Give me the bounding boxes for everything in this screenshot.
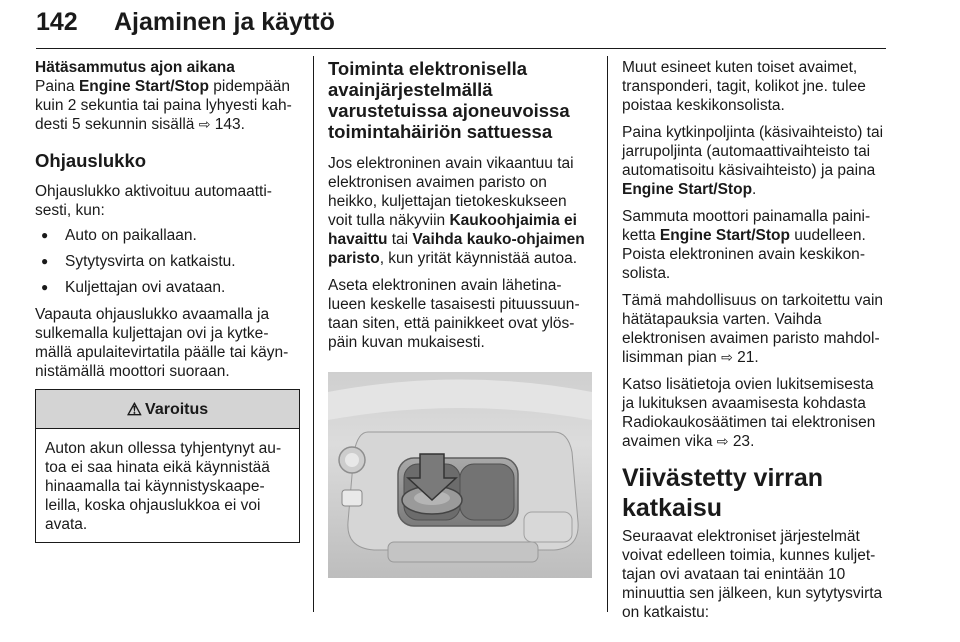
page-title: Ajaminen ja käyttö xyxy=(114,8,335,36)
steering-lock-heading: Ohjauslukko xyxy=(35,150,147,171)
page-ref[interactable]: 143 xyxy=(214,116,241,133)
page-ref[interactable]: 23 xyxy=(732,433,751,450)
column-divider-2 xyxy=(607,56,608,612)
cup-holder-right xyxy=(460,464,514,520)
warning-text: Auton akun ollessa tyhjentynyt autoa ei saa hinata eikä käynnistää hinaamalla tai käynnistyskaapeleilla, koska ohjauslukkoa ei voi avata. xyxy=(45,440,282,533)
switch-off-text-end: uudelleen. Poista elektroninen avain keskikonsolista. xyxy=(622,227,866,282)
engine-start-stop-label: Engine Start/Stop xyxy=(659,227,790,244)
warning-header xyxy=(36,390,299,429)
key-placement-illustration xyxy=(328,372,592,578)
warning-title: Varoitus xyxy=(145,400,209,418)
list-item: ● Auto on paikallaan. xyxy=(35,226,300,245)
see-more-text: Katso lisätietoja ovien lukitsemisesta ja lukituksen avaamisesta kohdasta Radiokaukosäätimen tai elektronisen avaimen vika xyxy=(622,376,876,450)
warning-box xyxy=(35,389,300,543)
engine-start-stop-label: Engine Start/Stop xyxy=(622,181,753,198)
press-pedal-paragraph xyxy=(622,123,887,199)
press-pedal-text: Paina kytkinpoljinta (käsivaihteisto) tai jarrupoljinta (automaattivaihteisto tai automatisoitu käsivaihteisto) ja paina xyxy=(622,124,884,179)
message-change-battery: Vaihda kauko-ohjaimen paristo xyxy=(328,231,585,267)
emergency-text-cont: pidempään kuin 2 sekuntia tai paina lyhyesti kahdesti 5 sekunnin sisällä xyxy=(35,78,292,133)
page-header xyxy=(36,4,886,44)
emergency-text: Paina xyxy=(35,78,79,95)
emergency-only-paragraph xyxy=(622,291,887,367)
header-divider xyxy=(36,48,886,49)
warning-triangle-icon: ⚠ xyxy=(126,399,143,419)
malfunction-paragraph xyxy=(328,154,594,268)
column-1 xyxy=(35,58,300,543)
remove-objects-paragraph: Muut esineet kuten toiset avaimet, transponderi, tagit, kolikot jne. tulee poistaa keskikonsolista. xyxy=(622,59,866,114)
period: . xyxy=(752,181,757,198)
console-switch xyxy=(342,490,362,506)
delayed-off-paragraph: Seuraavat elektroniset järjestelmät voivat edelleen toimia, kunnes kuljettajan ovi avataan tai enintään 10 minuuttia sen jälkeen, kun sytytysvirta on katkaistu: xyxy=(622,528,883,621)
page-ref[interactable]: 21 xyxy=(737,349,755,366)
malfunction-text: Jos elektroninen avain vikaantuu tai elektronisen avaimen paristo on heikko, kuljettajan tietokeskukseen voit tulla näkyviin xyxy=(328,155,574,229)
page-ref-icon: ⇨ xyxy=(716,433,729,449)
message-no-remote: Kaukoohjaimia ei havaittu xyxy=(328,212,577,248)
malfunction-text-end: , kun yrität käynnistää autoa. xyxy=(379,250,577,267)
armrest xyxy=(388,542,538,562)
engine-start-stop-label: Engine Start/Stop xyxy=(78,78,209,95)
page-ref-icon: ⇨ xyxy=(198,116,211,132)
period: . xyxy=(754,349,759,366)
list-item: ● Sytytysvirta on katkaistu. xyxy=(35,252,300,271)
see-more-paragraph xyxy=(622,375,887,451)
delayed-off-heading: Viivästetty virran katkaisu xyxy=(622,464,824,522)
page-ref-icon: ⇨ xyxy=(721,349,733,365)
emergency-only-text: Tämä mahdollisuus on tarkoitettu vain hätätapauksia varten. Vaihda elektronisen avaimen paristo mahdollisimman pian xyxy=(622,292,884,366)
condition-list xyxy=(35,226,300,297)
emergency-paragraph: Paina Engine Start/Stop pidempään kuin 2 sekuntia tai paina lyhyesti kahdesti 5 sekunnin sisällä ⇨ 143. xyxy=(35,78,292,133)
column-2 xyxy=(328,58,594,578)
knob-center xyxy=(345,453,359,467)
release-paragraph: Vapauta ohjauslukko avaamalla ja sulkemalla kuljettajan ovi ja kytkemällä apulaitevirtatila päälle tai käynnistämällä moottori suoraan. xyxy=(35,306,289,380)
list-item: ● Kuljettajan ovi avataan. xyxy=(35,278,300,297)
switch-off-paragraph xyxy=(622,207,887,283)
gear-surround xyxy=(524,512,572,542)
placement-paragraph: Aseta elektroninen avain lähetinalueen keskelle tasaisesti pituussuuntaan siten, että painikkeet ovat ylöspäin kuvan mukaisesti. xyxy=(328,277,580,351)
column-divider-1 xyxy=(313,56,314,612)
page-number: 142 xyxy=(36,8,78,36)
period: . xyxy=(750,433,755,450)
emergency-heading: Hätäsammutus ajon aikana xyxy=(35,59,235,76)
steering-intro: Ohjauslukko aktivoituu automaattisesti, kun: xyxy=(35,183,272,219)
switch-off-text: Sammuta moottori painamalla painiketta xyxy=(622,208,871,244)
malfunction-heading: Toiminta elektronisella avainjärjestelmällä varustetuissa ajoneuvoissa toimintahäiriön sattuessa xyxy=(328,58,570,142)
malfunction-or: tai xyxy=(387,231,413,248)
column-3 xyxy=(622,58,887,622)
